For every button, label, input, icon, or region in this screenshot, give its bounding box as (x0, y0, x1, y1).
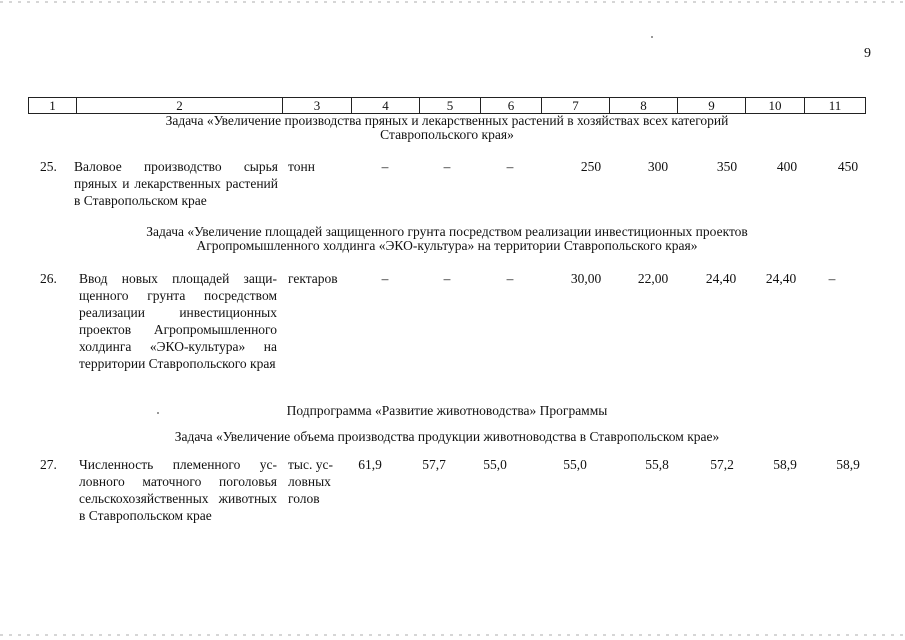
section-title-task-spices: Задача «Увеличение производства пряных и лекарственных растений в хозяйствах всех категорий Ставропольского края» (165, 113, 729, 142)
row-27-col-7: 55,0 (563, 457, 587, 472)
section-title-task-livestock: Задача «Увеличение объема производства продукции животноводства в Ставропольском крае» (174, 429, 720, 444)
row-25-col-6: – (506, 159, 514, 174)
subprogram-title-livestock: Подпрограмма «Развитие животноводства» Программы (286, 403, 608, 418)
row-25-col-7: 250 (580, 159, 602, 174)
row-26-indicator: Ввод новых площадей защищенного грунта посредством реализации инвестиционных проектов Агропромышленного холдинга «ЭКО-культура» на территории Ставропольского края (79, 271, 277, 371)
row-27-unit: тыс. условных голов (288, 457, 333, 506)
header-col-11: 11 (805, 98, 866, 114)
header-col-10: 10 (746, 98, 805, 114)
header-col-6: 6 (481, 98, 542, 114)
section-title-task-greenhouse: Задача «Увеличение площадей защищенного грунта посредством реализации инвестиционных проектов Агропромышленного холдинга «ЭКО-культура» на территории Ставропольского края» (146, 224, 748, 253)
row-27-number: 27. (40, 457, 57, 472)
column-number-header (28, 97, 866, 114)
header-col-4: 4 (352, 98, 420, 114)
row-25-number: 25. (40, 159, 57, 174)
header-col-7: 7 (542, 98, 610, 114)
row-26-col-6: – (506, 271, 514, 286)
row-25-col-9: 350 (716, 159, 738, 174)
row-27-indicator: Численность племенного условного маточного поголовья сельскохозяйственных животных в Ставропольском крае (79, 457, 277, 523)
row-27-col-8: 55,8 (645, 457, 669, 472)
row-25-col-11: 450 (837, 159, 859, 174)
row-27-col-4: 61,9 (358, 457, 382, 472)
row-26-col-5: – (443, 271, 451, 286)
row-26-col-11: – (828, 271, 836, 286)
row-25-col-4: – (381, 159, 389, 174)
row-25-col-8: 300 (647, 159, 669, 174)
row-26-number: 26. (40, 271, 57, 286)
row-26-col-7: 30,00 (570, 271, 602, 286)
row-27-col-9: 57,2 (710, 457, 734, 472)
row-27-col-5: 57,7 (422, 457, 446, 472)
page-number: 9 (864, 46, 871, 61)
top-scan-edge (0, 1, 905, 3)
header-col-1: 1 (29, 98, 77, 114)
row-27-col-10: 58,9 (773, 457, 797, 472)
row-25-col-10: 400 (776, 159, 798, 174)
row-25-unit: тонн (288, 159, 315, 174)
row-26-unit: гектаров (288, 271, 338, 286)
row-26-col-9: 24,40 (705, 271, 737, 286)
header-col-5: 5 (420, 98, 481, 114)
scan-speck (157, 412, 159, 414)
row-25-indicator: Валовое производство сырья пряных и лекарственных растений в Ставропольском крае (74, 159, 278, 208)
bottom-scan-edge (0, 634, 905, 636)
header-col-3: 3 (283, 98, 352, 114)
row-26-col-10: 24,40 (765, 271, 797, 286)
row-26-col-8: 22,00 (637, 271, 669, 286)
row-27-col-11: 58,9 (836, 457, 860, 472)
row-26-col-4: – (381, 271, 389, 286)
scan-speck (651, 36, 653, 38)
header-col-8: 8 (610, 98, 678, 114)
header-col-2: 2 (77, 98, 283, 114)
row-27-col-6: 55,0 (483, 457, 507, 472)
header-col-9: 9 (678, 98, 746, 114)
row-25-col-5: – (443, 159, 451, 174)
